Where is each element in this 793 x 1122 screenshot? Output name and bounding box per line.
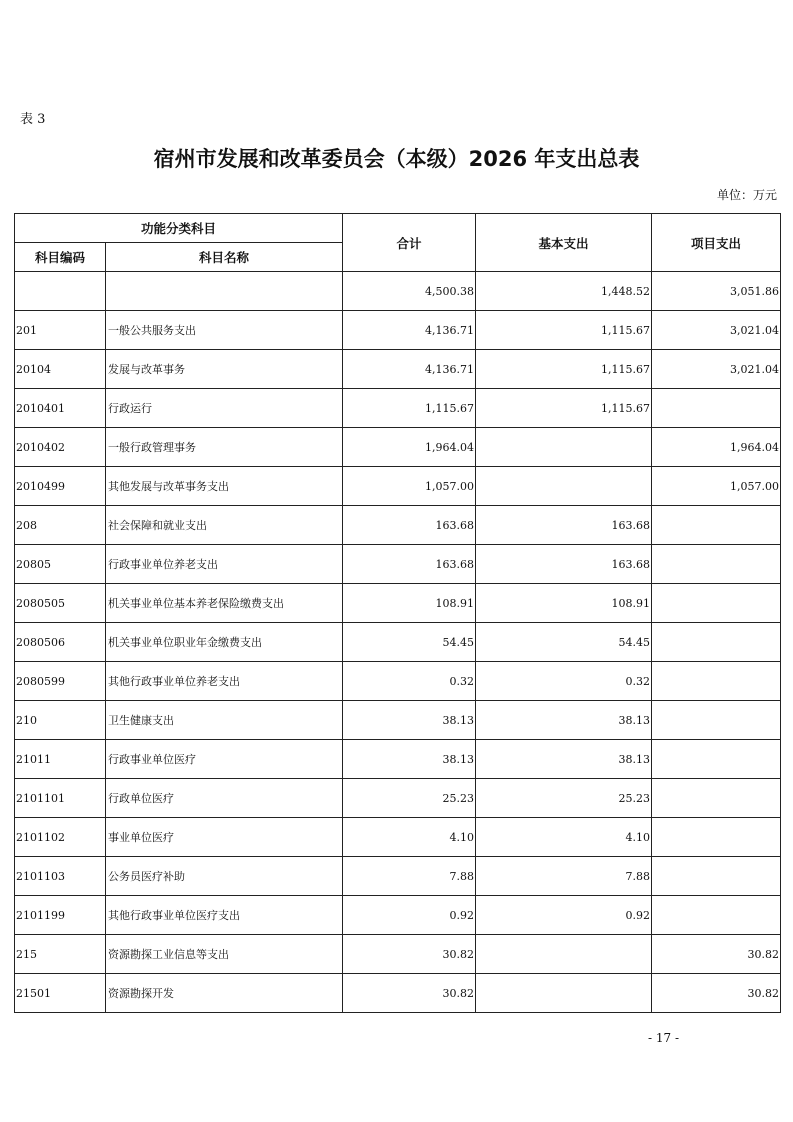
cell-code: 2010401 xyxy=(15,389,106,428)
cell-project xyxy=(652,506,781,545)
cell-code: 21501 xyxy=(15,974,106,1013)
table-row xyxy=(15,974,781,1013)
page-number: - 17 - xyxy=(648,1031,680,1045)
cell-total: 1,964.04 xyxy=(343,428,476,467)
cell-basic: 54.45 xyxy=(476,623,652,662)
cell-project xyxy=(652,779,781,818)
cell-basic: 4.10 xyxy=(476,818,652,857)
cell-code: 21011 xyxy=(15,740,106,779)
cell-total: 38.13 xyxy=(343,701,476,740)
cell-name: 一般公共服务支出 xyxy=(106,311,343,350)
cell-code: 2101199 xyxy=(15,896,106,935)
cell-total: 163.68 xyxy=(343,545,476,584)
cell-total: 108.91 xyxy=(343,584,476,623)
cell-code: 2010499 xyxy=(15,467,106,506)
cell-name: 机关事业单位基本养老保险缴费支出 xyxy=(106,584,343,623)
cell-basic: 108.91 xyxy=(476,584,652,623)
cell-name: 资源勘探工业信息等支出 xyxy=(106,935,343,974)
table-row xyxy=(15,467,781,506)
cell-name: 其他行政事业单位养老支出 xyxy=(106,662,343,701)
cell-total: 0.92 xyxy=(343,896,476,935)
cell-project xyxy=(652,701,781,740)
cell-basic: 25.23 xyxy=(476,779,652,818)
cell-basic xyxy=(476,974,652,1013)
cell-name: 卫生健康支出 xyxy=(106,701,343,740)
cell-name: 行政事业单位医疗 xyxy=(106,740,343,779)
cell-project xyxy=(652,662,781,701)
cell-code: 2080505 xyxy=(15,584,106,623)
unit-note: 单位：万元 xyxy=(716,188,777,202)
cell-project xyxy=(652,545,781,584)
cell-total: 4.10 xyxy=(343,818,476,857)
expenditure-table xyxy=(14,213,781,1013)
table-row xyxy=(15,428,781,467)
cell-basic: 38.13 xyxy=(476,701,652,740)
cell-project xyxy=(652,740,781,779)
table-row xyxy=(15,584,781,623)
cell-code: 2101101 xyxy=(15,779,106,818)
table-row xyxy=(15,740,781,779)
table-row xyxy=(15,389,781,428)
cell-basic: 1,115.67 xyxy=(476,389,652,428)
table-row xyxy=(15,545,781,584)
cell-total: 4,500.38 xyxy=(343,272,476,311)
cell-basic: 1,115.67 xyxy=(476,311,652,350)
cell-code: 208 xyxy=(15,506,106,545)
page-title: 宿州市发展和改革委员会（本级）2026 年支出总表 xyxy=(153,147,640,171)
cell-name: 行政运行 xyxy=(106,389,343,428)
cell-total: 163.68 xyxy=(343,506,476,545)
cell-project xyxy=(652,389,781,428)
table-row xyxy=(15,272,781,311)
table-row xyxy=(15,779,781,818)
cell-total: 1,057.00 xyxy=(343,467,476,506)
header-group: 功能分类科目 xyxy=(15,214,343,243)
cell-basic: 1,448.52 xyxy=(476,272,652,311)
cell-basic xyxy=(476,467,652,506)
cell-name: 资源勘探开发 xyxy=(106,974,343,1013)
cell-total: 54.45 xyxy=(343,623,476,662)
table-row xyxy=(15,857,781,896)
table-row xyxy=(15,350,781,389)
cell-name: 发展与改革事务 xyxy=(106,350,343,389)
cell-project: 3,021.04 xyxy=(652,350,781,389)
cell-code: 20805 xyxy=(15,545,106,584)
table-row xyxy=(15,623,781,662)
cell-code: 2101102 xyxy=(15,818,106,857)
cell-total: 4,136.71 xyxy=(343,311,476,350)
table-row xyxy=(15,506,781,545)
cell-code: 2010402 xyxy=(15,428,106,467)
header-code: 科目编码 xyxy=(15,243,106,272)
cell-name: 事业单位医疗 xyxy=(106,818,343,857)
table-row xyxy=(15,935,781,974)
cell-basic: 38.13 xyxy=(476,740,652,779)
cell-code: 2080599 xyxy=(15,662,106,701)
cell-project: 1,057.00 xyxy=(652,467,781,506)
cell-project xyxy=(652,857,781,896)
cell-basic xyxy=(476,428,652,467)
header-name: 科目名称 xyxy=(106,243,343,272)
table-row xyxy=(15,311,781,350)
cell-name: 公务员医疗补助 xyxy=(106,857,343,896)
cell-name xyxy=(106,272,343,311)
cell-basic: 1,115.67 xyxy=(476,350,652,389)
cell-code: 2080506 xyxy=(15,623,106,662)
cell-name: 一般行政管理事务 xyxy=(106,428,343,467)
cell-total: 38.13 xyxy=(343,740,476,779)
cell-name: 机关事业单位职业年金缴费支出 xyxy=(106,623,343,662)
cell-code xyxy=(15,272,106,311)
header-project: 项目支出 xyxy=(652,214,781,272)
cell-basic: 163.68 xyxy=(476,545,652,584)
cell-total: 30.82 xyxy=(343,935,476,974)
cell-project xyxy=(652,623,781,662)
cell-code: 2101103 xyxy=(15,857,106,896)
cell-name: 社会保障和就业支出 xyxy=(106,506,343,545)
header-total: 合计 xyxy=(343,214,476,272)
cell-name: 行政单位医疗 xyxy=(106,779,343,818)
cell-basic: 0.32 xyxy=(476,662,652,701)
cell-project: 3,051.86 xyxy=(652,272,781,311)
cell-basic: 0.92 xyxy=(476,896,652,935)
cell-project: 3,021.04 xyxy=(652,311,781,350)
cell-total: 1,115.67 xyxy=(343,389,476,428)
cell-name: 行政事业单位养老支出 xyxy=(106,545,343,584)
cell-basic: 7.88 xyxy=(476,857,652,896)
table-label: 表 3 xyxy=(20,112,46,127)
cell-code: 201 xyxy=(15,311,106,350)
cell-total: 4,136.71 xyxy=(343,350,476,389)
table-row xyxy=(15,701,781,740)
table-row xyxy=(15,662,781,701)
cell-project: 30.82 xyxy=(652,935,781,974)
cell-code: 20104 xyxy=(15,350,106,389)
cell-basic xyxy=(476,935,652,974)
cell-name: 其他发展与改革事务支出 xyxy=(106,467,343,506)
cell-project: 1,964.04 xyxy=(652,428,781,467)
cell-total: 30.82 xyxy=(343,974,476,1013)
cell-code: 210 xyxy=(15,701,106,740)
cell-basic: 163.68 xyxy=(476,506,652,545)
cell-name: 其他行政事业单位医疗支出 xyxy=(106,896,343,935)
cell-total: 0.32 xyxy=(343,662,476,701)
table-row xyxy=(15,896,781,935)
cell-project xyxy=(652,818,781,857)
cell-project xyxy=(652,896,781,935)
cell-total: 7.88 xyxy=(343,857,476,896)
cell-total: 25.23 xyxy=(343,779,476,818)
header-basic: 基本支出 xyxy=(476,214,652,272)
cell-code: 215 xyxy=(15,935,106,974)
table-row xyxy=(15,818,781,857)
cell-project: 30.82 xyxy=(652,974,781,1013)
cell-project xyxy=(652,584,781,623)
